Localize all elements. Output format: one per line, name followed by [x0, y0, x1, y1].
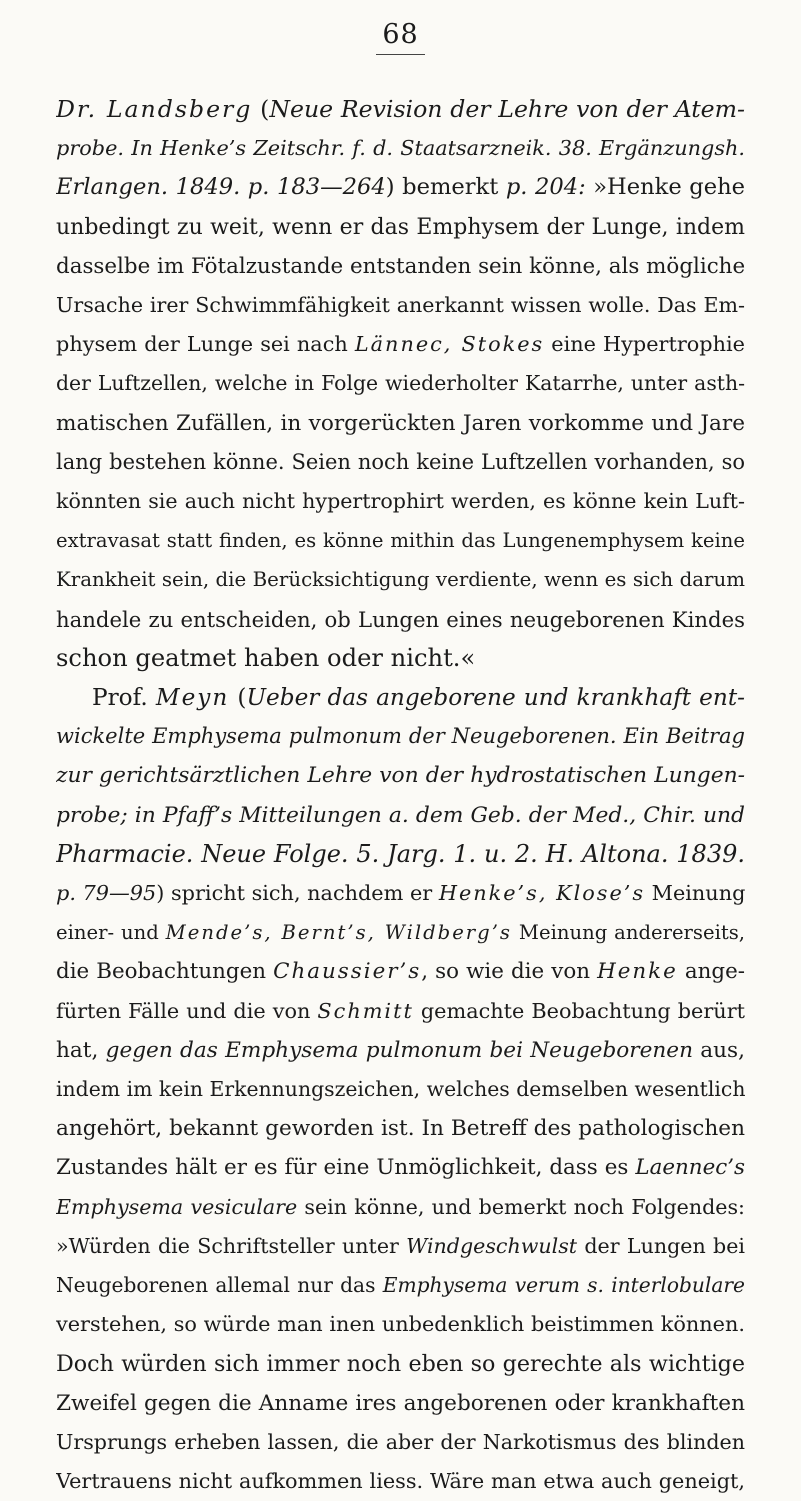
text-run: hat, — [56, 1037, 106, 1063]
text-run: Zweifel gegen die Anname ires angeborenen oder krankhaften — [56, 1390, 745, 1416]
text-line — [56, 1148, 745, 1187]
text-line — [56, 560, 745, 599]
text-run: physem der Lunge sei nach — [56, 332, 355, 357]
text-run: verstehen, so würde man inen unbedenklich beistimmen können. — [56, 1312, 745, 1337]
text-run: schon geatmet haben oder nicht.« — [56, 643, 476, 672]
italic-run: Emphysema vesiculare — [56, 1194, 298, 1219]
text-run: indem im kein Erkennungszeichen, welches demselben wesentlich — [56, 1077, 745, 1102]
text-run: Vertrauens nicht aufkommen liess. Wäre man etwa auch geneigt, — [56, 1469, 745, 1494]
text-run: angehört, bekannt geworden ist. In Betreff des pathologischen — [56, 1116, 745, 1142]
text-run: Ursprungs erheben lassen, die aber der Narkotismus des blinden — [56, 1429, 745, 1454]
text-run: lang bestehen könne. Seien noch keine Luftzellen vorhanden, so — [56, 449, 745, 474]
text-line — [56, 1109, 745, 1148]
text-run: Prof. — [92, 684, 156, 712]
text-line — [56, 90, 745, 129]
text-line — [56, 286, 745, 325]
text-line — [56, 443, 745, 482]
italic-run: Mende’s, Bernt’s, Wildberg’s — [165, 921, 512, 945]
italic-run: Schmitt — [317, 998, 414, 1023]
text-run: aus, — [692, 1037, 745, 1063]
text-run: matischen Zufällen, in vorgerückten Jaren vorkomme und Jare — [56, 410, 745, 436]
italic-run: Neue Revision der Lehre von der Atem- — [269, 95, 745, 123]
text-line — [56, 874, 745, 913]
italic-run: Laennec’s — [635, 1155, 745, 1181]
text-line — [56, 247, 745, 286]
italic-run: p. 79—95 — [56, 881, 157, 906]
text-run: Neugeborenen allemal nur das — [56, 1273, 383, 1298]
text-line — [56, 952, 745, 991]
text-run: ( — [229, 684, 247, 712]
text-run: Doch würden sich immer noch eben so gerechte als wichtige — [56, 1350, 745, 1377]
text-run: Meinung — [645, 881, 745, 906]
text-run: ) spricht sich, nachdem er — [156, 881, 439, 906]
text-run: Meinung andererseits, — [512, 921, 745, 945]
text-line — [56, 364, 745, 403]
text-line — [56, 1188, 745, 1227]
text-line — [56, 208, 745, 247]
text-line — [56, 521, 745, 560]
text-line — [56, 639, 745, 678]
text-run: »Henke gehe — [585, 174, 745, 201]
text-run: eine Hypertrophie — [544, 332, 745, 357]
text-line — [56, 717, 745, 756]
text-run: »Würden die Schriftsteller unter — [56, 1233, 407, 1258]
italic-run: gegen das Emphysema pulmonum bei Neugeborenen — [105, 1037, 693, 1063]
text-run: ( — [252, 95, 270, 123]
italic-run: Dr. Landsberg — [56, 95, 253, 123]
italic-run: Lännec, Stokes — [354, 332, 545, 357]
text-run: unbedingt zu weit, wenn er das Emphysem der Lunge, indem — [56, 214, 745, 240]
body-text — [56, 90, 745, 1501]
italic-run: Ueber das angeborene und krankhaft ent- — [246, 684, 745, 712]
text-line — [56, 1305, 745, 1344]
text-line — [56, 835, 745, 874]
text-line — [56, 796, 745, 835]
text-run: der Lungen bei — [577, 1233, 745, 1258]
text-run: der Luftzellen, welche in Folge wiederholter Katarrhe, unter asth- — [56, 371, 745, 396]
italic-run: wickelte Emphysema pulmonum der Neugeborenen. Ein Beitrag — [56, 724, 745, 749]
italic-run: probe; in Pfaff’s Mitteilungen a. dem Geb. der Med., Chir. und — [56, 802, 745, 828]
text-run: ) bemerkt — [385, 174, 506, 201]
text-line — [56, 1384, 745, 1423]
text-run: dasselbe im Fötalzustande entstanden sein könne, als mögliche — [56, 253, 745, 279]
italic-run: Emphysema verum s. interlobulare — [382, 1273, 745, 1298]
italic-run: probe. In Henke’s Zeitschr. f. d. Staatsarzneik. 38. Ergänzungsh. — [56, 136, 745, 161]
italic-run: Windgeschwulst — [406, 1233, 578, 1258]
text-line — [56, 1266, 745, 1305]
text-run: handele zu entscheiden, ob Lungen eines neugeborenen Kindes — [56, 606, 745, 632]
italic-run: Meyn — [155, 684, 230, 712]
page-number: 68 — [56, 18, 745, 60]
text-run: könnten sie auch nicht hypertrophirt werden, es könne kein Luft- — [56, 489, 745, 514]
text-line — [56, 913, 745, 952]
italic-run: Erlangen. 1849. p. 183—264 — [56, 174, 386, 201]
text-line — [56, 1031, 745, 1070]
text-line — [56, 1423, 745, 1462]
text-run: die Beobachtungen — [56, 959, 274, 985]
text-run: Zustandes hält er es für eine Unmöglichkeit, dass es — [56, 1155, 636, 1181]
text-line — [56, 756, 745, 795]
italic-run: Henke’s, Klose’s — [438, 881, 646, 906]
text-run: sein könne, und bemerkt noch Folgendes: — [297, 1194, 745, 1219]
text-line — [56, 600, 745, 639]
text-line — [56, 129, 745, 168]
italic-run: Henke — [597, 959, 678, 985]
text-line — [56, 404, 745, 443]
text-line — [56, 1070, 745, 1109]
italic-run: Chaussier’s — [273, 959, 422, 985]
text-run: gemachte Beobachtung berürt — [413, 998, 745, 1023]
text-line — [56, 168, 745, 207]
text-run: Ursache irer Schwimmfähigkeit anerkannt wissen wolle. Das Em- — [56, 293, 745, 318]
text-line — [56, 1227, 745, 1266]
text-run: ange- — [677, 959, 745, 985]
italic-run: Pharmacie. Neue Folge. 5. Jarg. 1. u. 2. H. Altona. 1839. — [56, 839, 745, 868]
text-line — [56, 482, 745, 521]
text-line — [56, 992, 745, 1031]
text-run: , so wie die von — [421, 959, 598, 985]
italic-run: p. 204: — [505, 174, 586, 201]
text-line — [56, 678, 745, 717]
italic-run: zur gerichtsärztlichen Lehre von der hydrostatischen Lungen- — [56, 763, 745, 789]
text-line — [56, 325, 745, 364]
text-run: fürten Fälle und die von — [56, 998, 318, 1023]
text-run: extravasat statt finden, es könne mithin das Lungenemphysem keine — [56, 529, 745, 553]
text-run: Krankheit sein, die Berücksichtigung verdiente, wenn es sich darum — [56, 568, 745, 592]
text-run: einer- und — [56, 921, 166, 945]
text-line — [56, 1462, 745, 1501]
